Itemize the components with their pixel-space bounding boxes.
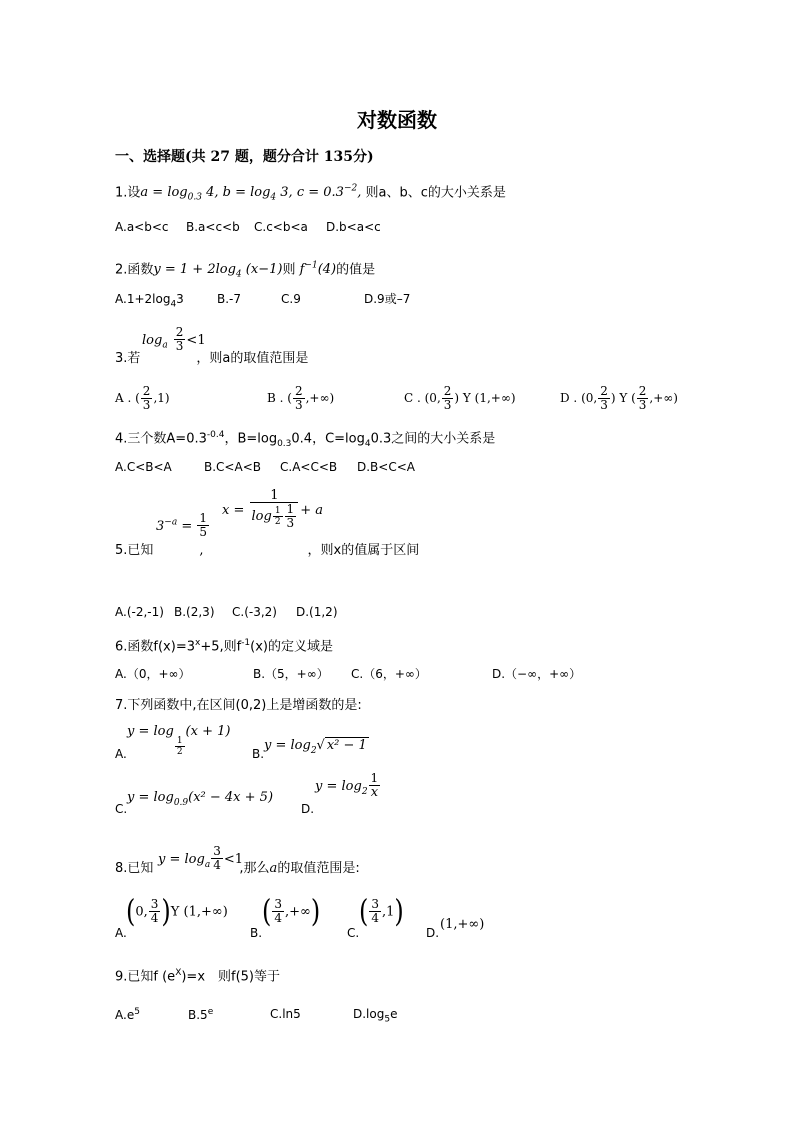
q6-option-a: A.（0，+∞）	[115, 667, 191, 681]
q8-option-b-label: B.	[250, 926, 263, 940]
q2-option-d: D.9或–7	[364, 292, 411, 306]
q1-option-a: A.a<b<c	[115, 220, 169, 234]
q3-option-c: C . (0, $\frac{2}{3}$ ) Y (1,+∞)	[404, 384, 516, 412]
q5-option-b: B.(2,3)	[174, 605, 215, 619]
q1-option-b: B.a<c<b	[186, 220, 240, 234]
question-6: 6.函数$f(x)=3^x+5$,则$f^{-1}(x)$的定义域是	[115, 638, 334, 655]
q5-equation-1: $3^{-a}$ = $\frac{1}{5}$	[156, 511, 208, 539]
q7-option-c-label: C.	[115, 802, 128, 816]
q1-option-c: C.c<b<a	[254, 220, 308, 234]
q7-option-d-label: D.	[301, 802, 315, 816]
question-1	[115, 180, 506, 207]
q8-formula-c: ( $\frac{3}{4}$ ,1)	[359, 892, 404, 930]
q5-option-c: C.(-3,2)	[232, 605, 277, 619]
question-2: 2.函数$y = 1 + 2\log_4$ (x−1)则 $f^{-1}(4)$的值是	[115, 261, 376, 280]
q1-option-d: D.b<a<c	[326, 220, 381, 234]
q4-option-a: A.C<B<A	[115, 460, 172, 474]
question-8: 8.已知 ,那么a的取值范围是:	[115, 861, 360, 876]
question-3: 3.若 ，则a的取值范围是	[115, 351, 309, 366]
page-title: 对数函数	[357, 108, 437, 132]
question-4: 4.三个数$A=0.3^{-0.4}$，$B=\log_{0.3}0.4$，$C=\log_40.3$之间的大小关系是	[115, 430, 496, 449]
q3-option-b: B . ( $\frac{2}{3}$ ,+∞)	[267, 384, 335, 412]
q8-option-d-label: D.	[426, 926, 440, 940]
q7-option-b-label: B.	[252, 747, 265, 761]
q7-option-a-label: A.	[115, 747, 127, 761]
q4-option-c: C.A<C<B	[280, 460, 338, 474]
q3-option-a: A . ( $\frac{2}{3}$ ,1)	[115, 384, 170, 412]
q7-formula-c: $y = \log_{0.9}(x^2 - 4x + 5)$	[127, 790, 274, 809]
q6-option-b: B.（5，+∞）	[253, 667, 329, 681]
q1-formula: $a = \log_{0.3} 4$, $b = \log_4 3$, $c = 0.3^{-2}$,	[140, 184, 362, 203]
q4-option-b: B.C<A<B	[204, 460, 261, 474]
q9-option-d: $D.\log_5e$	[353, 1007, 398, 1025]
q9-option-c: C.ln5	[270, 1007, 301, 1021]
q8-formula-b: ( $\frac{3}{4}$ ,+∞)	[262, 892, 321, 930]
q5-option-a: A.(-2,-1)	[115, 605, 164, 619]
q8-option-c-label: C.	[347, 926, 360, 940]
q6-option-c: C.（6，+∞）	[351, 667, 427, 681]
q8-formula-d: (1,+∞)	[440, 917, 485, 932]
q8-condition: $y = \log_a$ $\frac{3}{4}$ <1	[158, 844, 243, 872]
q9-option-b: B.5e	[188, 1007, 214, 1022]
q8-option-a-label: A.	[115, 926, 127, 940]
question-5: 5.已知 , ，则x的值属于区间	[115, 543, 420, 558]
q2-option-c: C.9	[281, 292, 301, 306]
q1-text: 则a、b、c的大小关系是	[365, 185, 506, 201]
q5-option-d: D.(1,2)	[296, 605, 338, 619]
q7-formula-a: y = log $\frac{1}{2}$ (x + 1)	[127, 724, 231, 757]
question-7: 7.下列函数中,在区间(0,2)上是增函数的是:	[115, 698, 362, 713]
q8-formula-a: (0, $\frac{3}{4}$ )Y (1,+∞)	[126, 892, 228, 930]
q3-option-d: D . (0, $\frac{2}{3}$ ) Y ( $\frac{2}{3}$ ,+∞)	[560, 384, 678, 412]
q5-equation-2: x = 1 log $\frac{1}{2}$ $\frac{1}{3}$ + a	[222, 488, 323, 530]
q6-option-d: D.（−∞，+∞）	[492, 667, 582, 681]
q7-formula-d: $y = \log_2$ $\frac{1}{x}$	[315, 771, 379, 800]
q3-condition: $\log_a$ $\frac{2}{3}$ <1	[142, 325, 206, 353]
question-9: 9.已知f $(e^X)=x$ 则f(5)等于	[115, 968, 281, 985]
q2-formula: $y = 1 + 2\log_4$ (x−1)	[153, 262, 283, 280]
q4-option-d: D.B<C<A	[357, 460, 415, 474]
q9-option-a: $A.e^5$	[115, 1007, 140, 1022]
q7-formula-b: $y = \log_2√$ x² − 1	[264, 738, 367, 757]
q1-number: 1.设	[115, 185, 141, 201]
section-heading: 一、选择题(共 27 题，题分合计 135分)	[115, 149, 374, 165]
q2-option-a: $A.1+2\log_43$	[115, 292, 184, 310]
q2-option-b: B.-7	[217, 292, 242, 306]
